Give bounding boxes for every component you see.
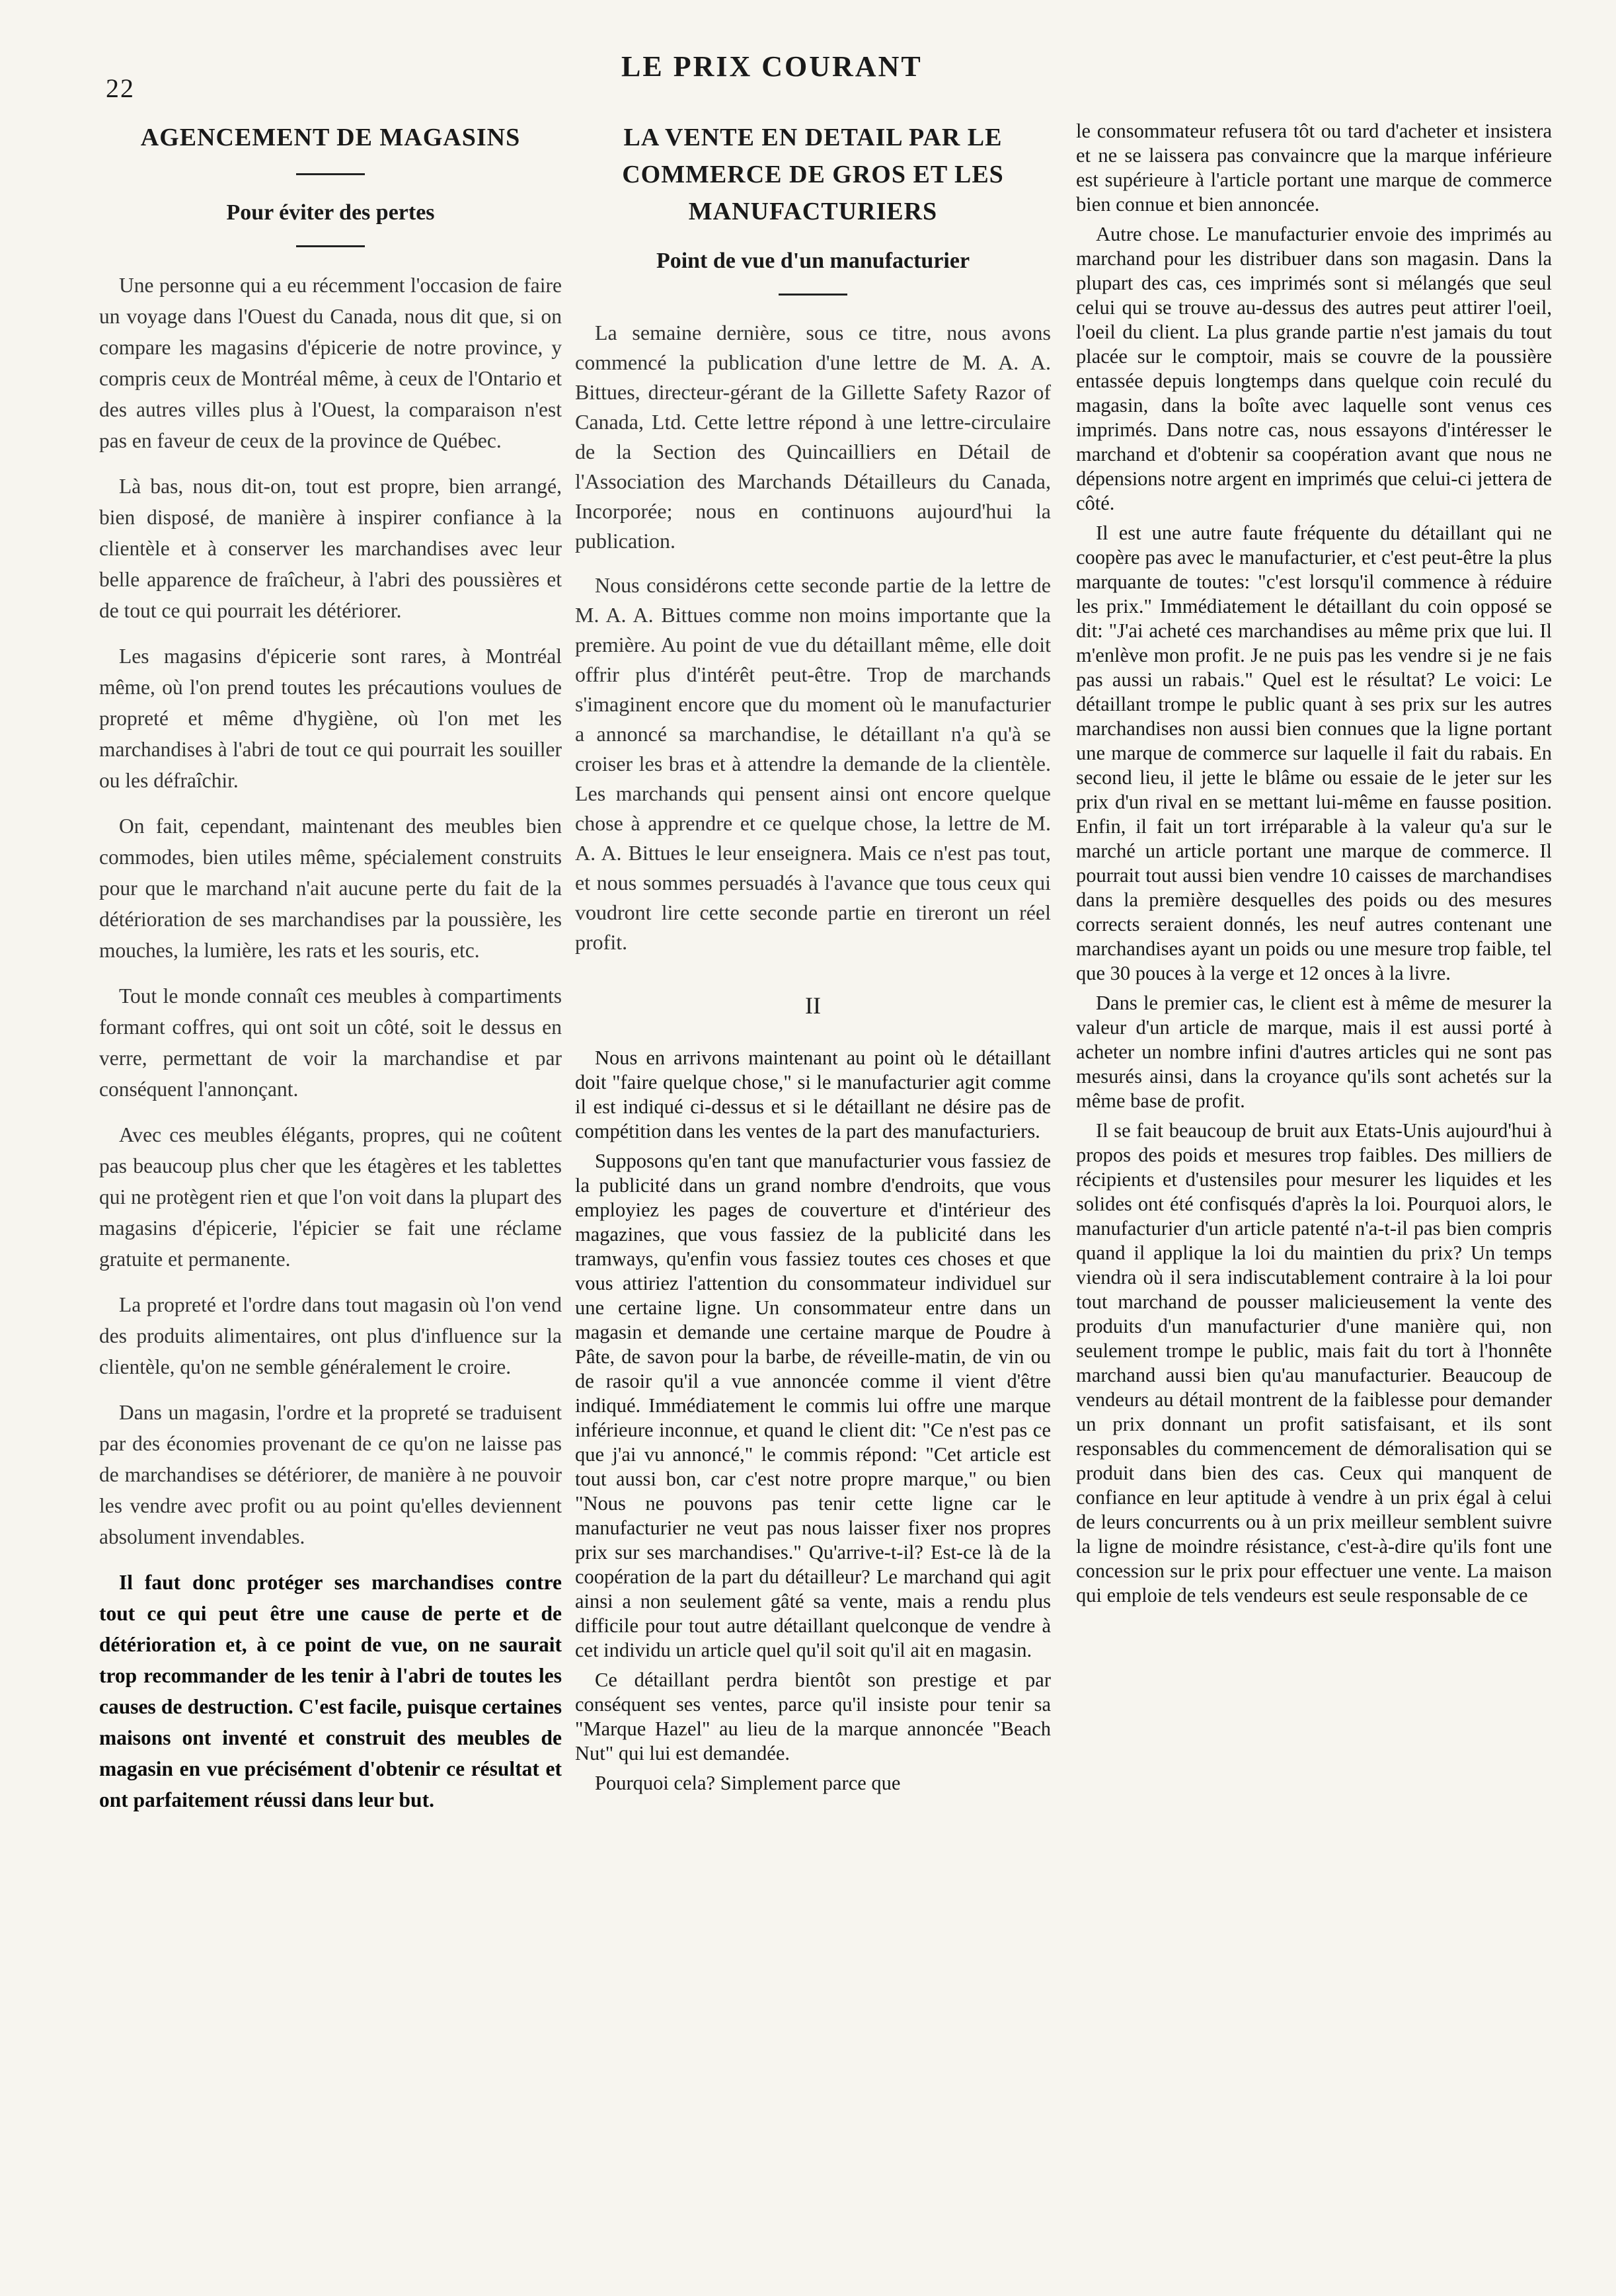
paragraph: le consommateur refusera tôt ou tard d'acheter et insistera et ne se laissera pas convaincre que la marque inférieure est supérieure à l'article portant une marque de commerce bien connue et bien annoncée. — [1076, 120, 1552, 216]
paragraph: Il est une autre faute fréquente du détaillant qui ne coopère pas avec le manufacturier, et c'est peut-être la plus marquante de toutes: "c'est lorsqu'il commence à réduire les prix." Immédiatement le détaillant du coin opposé se dit: "J'ai acheté ces marchandises au même prix que lui. Il m'enlève mon profit. Je ne puis pas les vendre si je ne fais pas aussi un rabais." Quel est le résultat? Le voici: Le détaillant trompe le public quant à ses prix sur les autres marchandises non aussi bien connues que la ligne portant une marque de commerce sur laquelle il fait du rabais. En second lieu, il jette le blâme ou essaie de le jeter sur les prix d'un rival en se mettant lui-même en fausse position. Enfin, il fait un tort irréparable à la valeur qu'a sur le marché un article portant une marque de commerce. Il pourrait tout aussi bien vendre 10 caisses de marchandises dans la première desquelles des poids ou des mesures corrects seraient donnés, les neuf autres contenant une marchandises ayant un poids ou une mesure trop faible, tel que 30 pouces à la verge et 12 onces à la livre. — [1076, 522, 1552, 984]
divider — [296, 245, 365, 247]
paragraph: On fait, cependant, maintenant des meubles bien commodes, bien utiles même, spécialement construits pour que le marchand n'ait aucune perte du fait de la détérioration de ses marchandises par la poussière, les mouches, la lumière, les rats et les souris, etc. — [99, 814, 562, 962]
paragraph: Une personne qui a eu récemment l'occasion de faire un voyage dans l'Ouest du Canada, nous dit que, si on compare les magasins d'épicerie de notre province, y compris ceux de Montréal même, à ceux de l'Ontario et des autres villes plus à l'Ouest, la comparaison n'est pas en faveur de ceux de la province de Québec. — [99, 274, 562, 452]
paragraph: Les magasins d'épicerie sont rares, à Montréal même, où l'on prend toutes les précautions voulues de propreté et même d'hygiène, où l'on met les marchandises à l'abri de tout ce qui pourrait les souiller ou les défraîchir. — [99, 645, 562, 792]
article-title: LA VENTE EN DETAIL PAR LE COMMERCE DE GROS ET LES MANUFACTURIERS — [622, 124, 1004, 225]
paragraph: Dans le premier cas, le client est à même de mesurer la valeur d'un article de marque, mais il est aussi porté à acheter un nombre infini d'autres articles qui ne sont pas mesurés ainsi, dans la croyance qu'ils sont achetés sur la même base de profit. — [1076, 992, 1552, 1112]
divider — [779, 294, 847, 296]
paragraph: La propreté et l'ordre dans tout magasin où l'on vend des produits alimentaires, ont plus d'influence sur la clientèle, qu'on ne semble généralement le croire. — [99, 1293, 562, 1378]
divider — [296, 173, 365, 175]
paragraph: Là bas, nous dit-on, tout est propre, bien arrangé, bien disposé, de manière à inspirer confiance à la clientèle et à conserver les marchandises avec leur belle apparence de fraîcheur, à l'abri des poussières et de tout ce qui pourrait les détériorer. — [99, 475, 562, 622]
paragraph: Pourquoi cela? Simplement parce que — [595, 1772, 901, 1794]
article-subtitle: Pour éviter des pertes — [226, 200, 435, 225]
paragraph: Avec ces meubles élégants, propres, qui ne coûtent pas beaucoup plus cher que les étagères et les tablettes qui ne protègent rien et que l'on voit dans la plupart des magasins d'épicerie, l'épicier se fait une réclame gratuite et permanente. — [99, 1123, 562, 1271]
article-vente-en-detail — [575, 119, 1051, 1801]
article-agencement — [99, 119, 562, 1830]
paragraph: Dans un magasin, l'ordre et la propreté se traduisent par des économies provenant de ce qu'on ne laisse pas de marchandises se détériorer, de manière à ne pouvoir les vendre avec profit ou au point qu'elles deviennent absolument invendables. — [99, 1401, 562, 1548]
page-number: 22 — [106, 73, 135, 103]
paragraph: Nous en arrivons maintenant au point où le détaillant doit "faire quelque chose," si le manufacturier agit comme il est indiqué ci-dessus et si le détaillant ne désire pas de compétition dans les ventes de la part des manufacturiers. — [575, 1047, 1051, 1142]
paragraph: Autre chose. Le manufacturier envoie des imprimés au marchand pour les distribuer dans son magasin. Dans la plupart des cas, ces imprimés sont si mélangés que seul celui qui se trouve au-dessus des autres peut attirer l'oeil, l'oeil du client. La plus grande partie n'est jamais du tout placée sur le comptoir, mais se couvre de la poussière entassée depuis longtemps dans quelque coin reculé du magasin, dans la boîte avec laquelle sont venus ces imprimés. Dans notre cas, nous essayons d'intéresser le marchand et d'obtenir sa coopération avant que nous ne dépensions notre argent en imprimés que celui-ci jettera de côté. — [1076, 223, 1552, 514]
paragraph: Il se fait beaucoup de bruit aux Etats-Unis aujourd'hui à propos des poids et mesures trop faibles. Des milliers de récipients et d'ustensiles pour mesurer les liquides et les solides ont été confisqués d'après la loi. Pourquoi alors, le manufacturier d'un article patenté n'a-t-il pas bien compris quand il applique la loi du maintien du prix? Un temps viendra où il sera indiscutablement contraire à la loi pour tout marchand de pousser malicieusement la vente des produits d'un manufacturier d'une manière qui, non seulement trompe le public, mais fait du tort à l'honnête marchand aussi bien qu'au manufacturier. Beaucoup de vendeurs au détail montrent de la faiblesse pour demander un prix donnant un profit satisfaisant, et ils sont responsables du commencement de démoralisation qui se produit dans bien des cas. Ceux qui manquent de confiance en leur aptitude à vendre à un prix égal à celui de leurs concurrents ou à un prix meilleur semblent suivre la ligne de moindre résistance, c'est-à-dire qu'ils font une concession sur le prix pour effectuer une vente. La maison qui emploie de tels vendeurs est seule responsable de ce — [1076, 1119, 1552, 1606]
paragraph: La semaine dernière, sous ce titre, nous avons commencé la publication d'une lettre de M. A. A. Bittues, directeur-gérant de la Gillette Safety Razor of Canada, Ltd. Cette lettre répond à une lettre-circulaire de la Section des Quincailliers en Détail de l'Association des Marchands Détailleurs du Canada, Incorporée; nous en continuons aujourd'hui la publication. — [575, 321, 1051, 553]
article-title: AGENCEMENT DE MAGASINS — [140, 124, 521, 151]
paragraph: Il faut donc protéger ses marchandises contre tout ce qui peut être une cause de perte et de détérioration et, à ce point de vue, on ne saurait trop recommander de les tenir à l'abri de toutes les causes de destruction. C'est facile, puisque certaines maisons ont inventé et construit des meubles de magasin en vue précisément d'obtenir ce résultat et ont parfaitement réussi dans leur but. — [99, 1571, 562, 1811]
running-title: LE PRIX COURANT — [621, 50, 923, 83]
article-subtitle: Point de vue d'un manufacturier — [656, 249, 970, 273]
paragraph: Supposons qu'en tant que manufacturier vous fassiez de la publicité dans un grand nombre d'endroits, que vous employiez les pages de couverture et d'intérieur des magazines, que vous fassiez de la publicité dans les tramways, qu'enfin vous fassiez toutes ces choses et que vous attiriez l'attention du consommateur individuel sur une certaine ligne. Un consommateur entre dans un magasin et demande une certaine marque de Poudre à Pâte, de savon pour la barbe, de réveille-matin, de vin ou de rasoir qu'il a vue annoncée comme il vient d'être indiqué. Immédiatement le commis lui offre une marque inférieure inconnue, et quand le client dit: "Ce n'est pas ce que j'ai vu annoncé," le commis répond: "Cet article est tout aussi bon, car c'est notre propre marque," ou bien "Nous ne pouvons pas tenir cette ligne car le manufacturier ne veut pas nous laisser fixer nos propres prix sur ses marchandises." Qu'arrive-t-il? Est-ce là de la coopération de la part du détailleur? Le marchand qui agit ainsi a non seulement gâté sa vente, mais a rendu plus difficile pour tout autre détaillant quelconque de vendre à cet individu un article quel qu'il soit qu'il ait en magasin. — [575, 1150, 1051, 1661]
paragraph: Ce détaillant perdra bientôt son prestige et par conséquent ses ventes, parce qu'il insiste pour tenir sa "Marque Hazel" au lieu de la marque annoncée "Beach Nut" qui lui est demandée. — [575, 1669, 1051, 1764]
paragraph: Nous considérons cette seconde partie de la lettre de M. A. A. Bittues comme non moins importante que la première. Au point de vue du détaillant même, elle doit offrir plus d'intérêt peut-être. Trop de marchands s'imaginent encore que du moment où le manufacturier a annoncé sa marchandise, le détaillant n'a qu'à se croiser les bras et à attendre la demande de la clientèle. Les marchands qui pensent ainsi ont encore quelque chose à apprendre et ce quelque chose, la lettre de M. A. A. Bittues le leur enseignera. Mais ce n'est pas tout, et nous sommes persuadés à l'avance que tous ceux qui voudront lire cette seconde partie en tireront un réel profit. — [575, 573, 1051, 954]
article-continuation — [1076, 119, 1552, 1613]
paragraph: Tout le monde connaît ces meubles à compartiments formant coffres, qui ont soit un côté, soit le dessus en verre, permettant de voir la marchandise et par conséquent l'annonçant. — [99, 984, 562, 1101]
section-number: II — [805, 992, 821, 1019]
